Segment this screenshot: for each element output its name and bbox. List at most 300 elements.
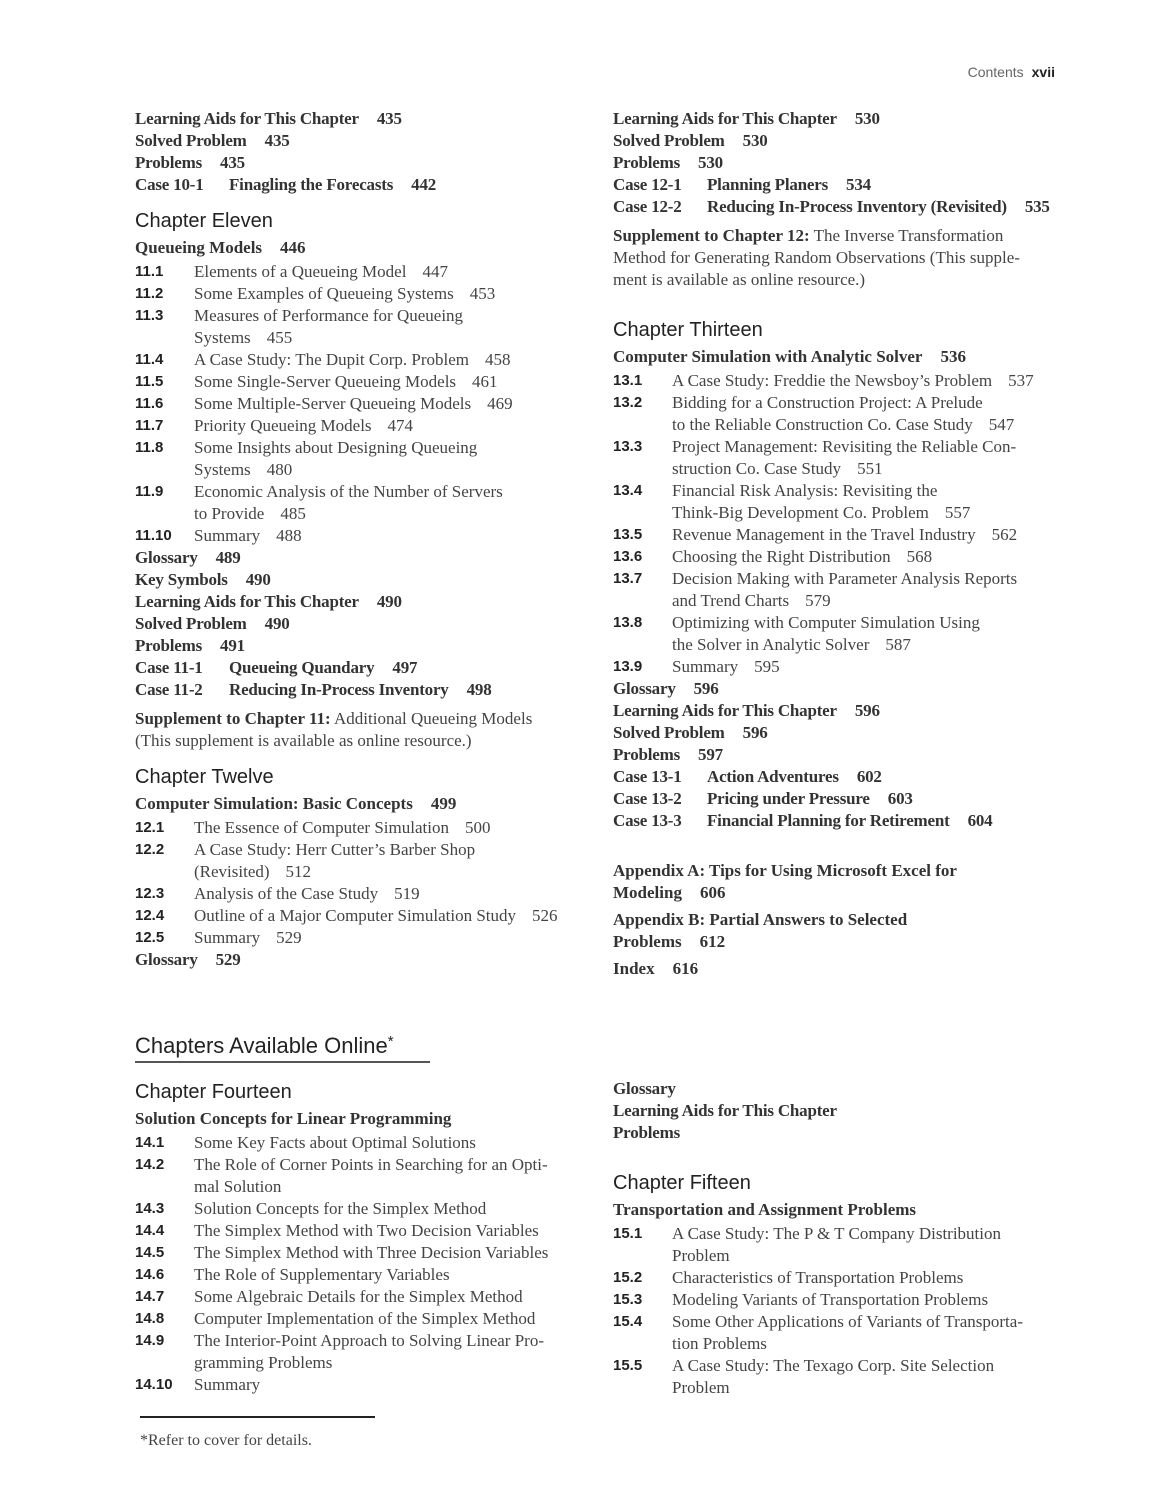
section-text [194,437,477,481]
section-text [672,612,980,656]
section-line-text: Analysis of the Case Study [194,884,379,903]
section-line-text: Systems [194,328,251,347]
supplement-label: Supplement to Chapter 12: [613,226,810,245]
section-line-text: Computer Implementation of the Simplex Method [194,1309,536,1328]
entry-title: Learning Aids for This Chapter [613,109,837,128]
page-number: 491 [220,636,245,655]
section-text [672,656,780,678]
section-entry [135,371,575,393]
page-number: 458 [485,350,511,369]
supplement-text: (This supplement is available as online resource.) [135,731,472,750]
section-line [194,1374,260,1396]
case-entry [613,810,1083,832]
section-line-text: The Role of Corner Points in Searching for an Opti- [194,1155,548,1174]
section-line-text: Optimizing with Computer Simulation Using [672,613,980,632]
appendix-entry [613,958,1083,980]
section-text [194,349,511,371]
toc-entry [135,130,575,152]
running-header-section: Contents [967,64,1024,80]
section-number: 13.3 [613,438,643,455]
section-line-text: struction Co. Case Study [672,459,842,478]
toc-entry [613,700,1083,722]
section-line-text: Summary [194,928,261,947]
section-line-text: Some Key Facts about Optimal Solutions [194,1133,476,1152]
section-line [672,1289,988,1311]
entry-title: Learning Aids for This Chapter [135,109,359,128]
section-text [194,1132,476,1154]
page-number: 530 [854,109,880,128]
section-line [194,1220,539,1242]
section-line-text: Choosing the Right Distribution [672,547,891,566]
chapter-title [135,791,575,817]
entry-title: Problems [613,745,681,764]
section-line-text: and Trend Charts [672,591,790,610]
page-number: 490 [376,592,402,611]
section-entry [135,1220,575,1242]
case-entry [135,679,575,701]
entry-title: Problems [135,153,203,172]
page-number: 530 [698,153,723,172]
section-line [672,370,1034,392]
supplement-line [613,225,1083,247]
section-entry [135,283,575,305]
section-line-text: Some Single-Server Queueing Models [194,372,457,391]
page-number: 519 [394,884,420,903]
toc-entry [613,1100,1083,1122]
case-entry [135,657,575,679]
section-line [194,349,511,371]
section-number: 15.5 [613,1357,643,1374]
toc-entry [613,678,1083,700]
section-text [194,839,475,883]
section-line [672,656,780,678]
section-line [194,261,448,283]
entry-title: Solved Problem [613,131,725,150]
section-entry [613,1223,1083,1267]
toc-entry [135,949,575,971]
section-line-text: Summary [194,526,261,545]
supplement-text: The Inverse Transformation [809,226,1004,245]
supplement-label: Supplement to Chapter 11: [135,709,331,728]
section-number: 13.6 [613,548,643,565]
page-number: 616 [672,959,699,978]
appendix-line [613,958,1083,980]
toc-column-right-top [613,108,1083,980]
section-number: 11.5 [135,373,164,390]
supplement-line [613,247,1083,269]
section-line-text: to Provide [194,504,265,523]
toc-column-left-top [135,108,575,971]
entry-title: Glossary [613,679,676,698]
section-entry [613,568,1083,612]
section-entry [135,883,575,905]
page-number: 603 [887,789,913,808]
appendix-text: Modeling [613,883,682,902]
section-line-text: Measures of Performance for Queueing [194,306,464,325]
section-line [672,1355,994,1377]
section-entry [613,546,1083,568]
section-line [194,415,413,437]
section-number: 11.2 [135,285,164,302]
section-text [194,1220,539,1242]
page-number: 597 [698,745,723,764]
section-entry [135,349,575,371]
toc-entry [135,635,575,657]
section-line [194,437,477,459]
section-line [672,568,1017,590]
section-line-text: Systems [194,460,251,479]
section-line [194,1198,486,1220]
section-line [672,480,970,502]
section-line [194,283,495,305]
section-text [672,480,970,524]
running-header [968,64,1055,80]
section-line [672,546,932,568]
section-line [194,927,302,949]
section-line [672,1311,1023,1333]
toc-entry [613,108,1083,130]
section-line [194,883,420,905]
section-line-text: the Solver in Analytic Solver [672,635,870,654]
section-text [194,905,558,927]
section-entry [135,1286,575,1308]
section-line [194,371,498,393]
page-number: 453 [469,284,496,303]
section-number: 11.8 [135,439,164,456]
section-number: 15.3 [613,1291,643,1308]
section-entry [135,481,575,525]
page-number: 485 [280,504,306,523]
page-number: 534 [846,175,871,194]
page-number: 551 [857,459,883,478]
page-number: 500 [464,818,491,837]
chapter-title-text: Queueing Models [135,238,263,257]
section-number: 14.10 [135,1376,173,1393]
section-entry [613,436,1083,480]
section-line-text: Some Multiple-Server Queueing Models [194,394,472,413]
section-line [194,839,475,861]
section-line [672,1245,1001,1267]
page-number: 547 [988,415,1015,434]
section-text [672,436,1016,480]
section-text [194,261,448,283]
section-line-text: Problem [672,1378,730,1397]
section-number: 13.2 [613,394,643,411]
chapter-heading: Chapter Fourteen [135,1081,292,1103]
section-line [194,1132,476,1154]
entry-title: Solved Problem [135,614,247,633]
section-text [672,1355,994,1399]
page-number: 536 [940,347,966,366]
page-number: 455 [266,328,293,347]
section-number: 11.6 [135,395,164,412]
section-line-text: Project Management: Revisiting the Reliable Con- [672,437,1017,456]
appendix-entry [613,909,1083,953]
section-line-text: Financial Risk Analysis: Revisiting the [672,481,938,500]
section-text [672,1223,1001,1267]
page-number: 529 [215,950,241,969]
section-number: 14.8 [135,1310,165,1327]
section-number: 11.3 [135,307,164,324]
page-number: 435 [220,153,245,172]
section-text [194,1242,548,1264]
section-line-text: (Revisited) [194,862,270,881]
supplement-note [613,225,1083,291]
page-number: 602 [856,767,882,786]
section-line-text: Summary [672,657,739,676]
section-line [672,436,1016,458]
section-number: 11.4 [135,351,164,368]
section-entry [135,261,575,283]
section-number: 14.5 [135,1244,165,1261]
section-line-text: The Interior-Point Approach to Solving Linear Pro- [194,1331,544,1350]
case-entry [613,174,1083,196]
section-text [194,1286,523,1308]
page-number: 447 [422,262,448,281]
section-entry [135,1132,575,1154]
page-number: 595 [754,657,780,676]
section-number: 11.1 [135,263,164,280]
section-text [672,1267,963,1289]
section-entry [135,1242,575,1264]
section-text [194,305,463,349]
section-entry [135,1308,575,1330]
appendix-line [613,909,1083,931]
case-number: Case 13-1 [613,767,682,786]
section-line-text: Bidding for a Construction Project: A Prelude [672,393,983,412]
page-number: 512 [285,862,312,881]
section-text [194,283,495,305]
section-line [672,612,980,634]
page-number: 490 [245,570,271,589]
chapter-title-text: Computer Simulation: Basic Concepts [135,794,413,813]
section-line [672,1223,1001,1245]
section-line [672,1267,963,1289]
toc-entry [135,613,575,635]
section-line [194,525,302,547]
supplement-line [135,708,575,730]
section-line-text: A Case Study: The Dupit Corp. Problem [194,350,469,369]
section-entry [135,305,575,349]
section-line [672,524,1017,546]
section-entry [613,370,1083,392]
appendix-line [613,931,1083,953]
section-line [194,1330,544,1352]
page-number: 535 [1024,197,1050,216]
section-number: 12.5 [135,929,165,946]
footnote-mark: * [387,1033,394,1050]
entry-title: Pricing under Pressure [707,789,870,808]
page-number: 612 [699,932,726,951]
section-line-text: Priority Queueing Models [194,416,372,435]
page-number: 499 [430,794,457,813]
section-line-text: tion Problems [672,1334,767,1353]
supplement-text: Additional Queueing Models [330,709,533,728]
toc-entry [613,744,1083,766]
chapter-heading: Chapter Thirteen [613,319,763,341]
entry-title: Glossary [613,1079,676,1098]
section-text [672,1289,988,1311]
section-line [194,905,558,927]
supplement-line [613,269,1083,291]
page-number: 442 [411,175,437,194]
case-entry [613,766,1083,788]
section-text [194,1330,544,1374]
case-entry [135,174,575,196]
section-line-text: Problem [672,1246,730,1265]
page-number: 489 [215,548,241,567]
page-number: 488 [276,526,302,545]
case-number: Case 11-1 [135,658,203,677]
section-entry [135,1198,575,1220]
chapter-title-text: Transportation and Assignment Problems [613,1200,917,1219]
entry-title: Problems [613,153,681,172]
section-entry [135,393,575,415]
section-line-text: A Case Study: Herr Cutter’s Barber Shop [194,840,476,859]
section-line [672,502,970,524]
section-line [672,634,980,656]
appendix-entry [613,860,1083,904]
page-number: 435 [264,131,290,150]
case-number: Case 12-1 [613,175,682,194]
chapter-title [613,344,1083,370]
section-entry [613,1311,1083,1355]
entry-title: Action Adventures [707,767,839,786]
appendix-text: Appendix B: Partial Answers to Selected [613,910,908,929]
case-number: Case 10-1 [135,175,204,194]
toc-entry [135,591,575,613]
section-line-text: The Simplex Method with Two Decision Variables [194,1221,539,1240]
section-entry [613,1267,1083,1289]
section-entry [613,524,1083,546]
section-number: 14.9 [135,1332,165,1349]
toc-entry [135,569,575,591]
toc-entry [135,547,575,569]
section-line [194,861,475,883]
section-line-text: Elements of a Queueing Model [194,262,407,281]
section-entry [135,817,575,839]
page-number: 557 [944,503,971,522]
section-text [194,393,513,415]
appendix-text: Index [613,959,655,978]
supplement-text: ment is available as online resource.) [613,270,866,289]
section-line-text: A Case Study: The Texago Corp. Site Selection [672,1356,995,1375]
chapter-title [135,1106,575,1132]
section-number: 14.4 [135,1222,165,1239]
entry-title: Learning Aids for This Chapter [135,592,359,611]
section-entry [613,656,1083,678]
section-entry [135,1264,575,1286]
case-number: Case 13-3 [613,811,682,830]
entry-title: Glossary [135,548,198,567]
toc-entry [613,152,1083,174]
section-entry [135,1154,575,1198]
toc-entry [613,722,1083,744]
section-line [194,327,463,349]
section-line-text: Revenue Management in the Travel Industry [672,525,976,544]
section-number: 15.1 [613,1225,643,1242]
section-line-text: Characteristics of Transportation Problems [672,1268,964,1287]
case-entry [613,196,1083,218]
section-number: 12.3 [135,885,165,902]
section-line [194,1264,450,1286]
section-line [194,1352,544,1374]
page-number: 480 [266,460,293,479]
section-line-text: Summary [194,1375,261,1394]
section-line [194,1242,548,1264]
section-text [672,392,1014,436]
page-number: 568 [906,547,933,566]
page-number: 461 [472,372,498,391]
section-line-text: Some Insights about Designing Queueing [194,438,478,457]
section-text [194,1374,260,1396]
section-number: 12.4 [135,907,165,924]
section-line [194,1176,548,1198]
section-number: 11.7 [135,417,164,434]
section-number: 13.9 [613,658,643,675]
section-entry [613,1355,1083,1399]
section-number: 14.1 [135,1134,165,1151]
section-line-text: Some Examples of Queueing Systems [194,284,454,303]
chapter-title-text: Solution Concepts for Linear Programming [135,1109,452,1128]
section-entry [135,415,575,437]
entry-title: Solved Problem [135,131,247,150]
entry-title: Problems [613,1123,681,1142]
section-text [194,525,302,547]
page-number: 446 [280,238,306,257]
page-number: 537 [1008,371,1034,390]
section-line-text: to the Reliable Construction Co. Case Study [672,415,973,434]
chapter-title [135,235,575,261]
section-entry [613,1289,1083,1311]
section-line [194,1286,523,1308]
page-number: 529 [276,928,302,947]
section-number: 13.4 [613,482,643,499]
toc-entry [135,152,575,174]
section-line [672,414,1014,436]
section-number: 15.4 [613,1313,643,1330]
page-number: 490 [264,614,290,633]
section-text [672,1311,1023,1355]
online-chapters-title: Chapters Available Online [135,1033,388,1058]
section-line-text: gramming Problems [194,1353,333,1372]
section-line-text: mal Solution [194,1177,282,1196]
section-entry [135,1374,575,1396]
supplement-note [135,708,575,752]
page-number: 469 [487,394,513,413]
section-number: 11.10 [135,527,172,544]
page-number: 596 [693,679,719,698]
section-line [672,590,1017,612]
toc-column-right-bottom [613,1078,1083,1399]
toc-entry [613,1122,1083,1144]
entry-title: Key Symbols [135,570,228,589]
section-line-text: Some Other Applications of Variants of Transporta- [672,1312,1023,1331]
section-line [194,393,513,415]
page-number: 579 [805,591,831,610]
section-number: 15.2 [613,1269,643,1286]
section-text [194,1154,548,1198]
section-entry [135,1330,575,1374]
section-line-text: Decision Making with Parameter Analysis Reports [672,569,1018,588]
section-line [672,1377,994,1399]
section-line-text: Solution Concepts for the Simplex Method [194,1199,487,1218]
page-number: 596 [854,701,880,720]
section-text [194,481,503,525]
section-text [672,370,1034,392]
page-number: 497 [392,658,418,677]
entry-title: Reducing In-Process Inventory (Revisited) [707,197,1007,216]
